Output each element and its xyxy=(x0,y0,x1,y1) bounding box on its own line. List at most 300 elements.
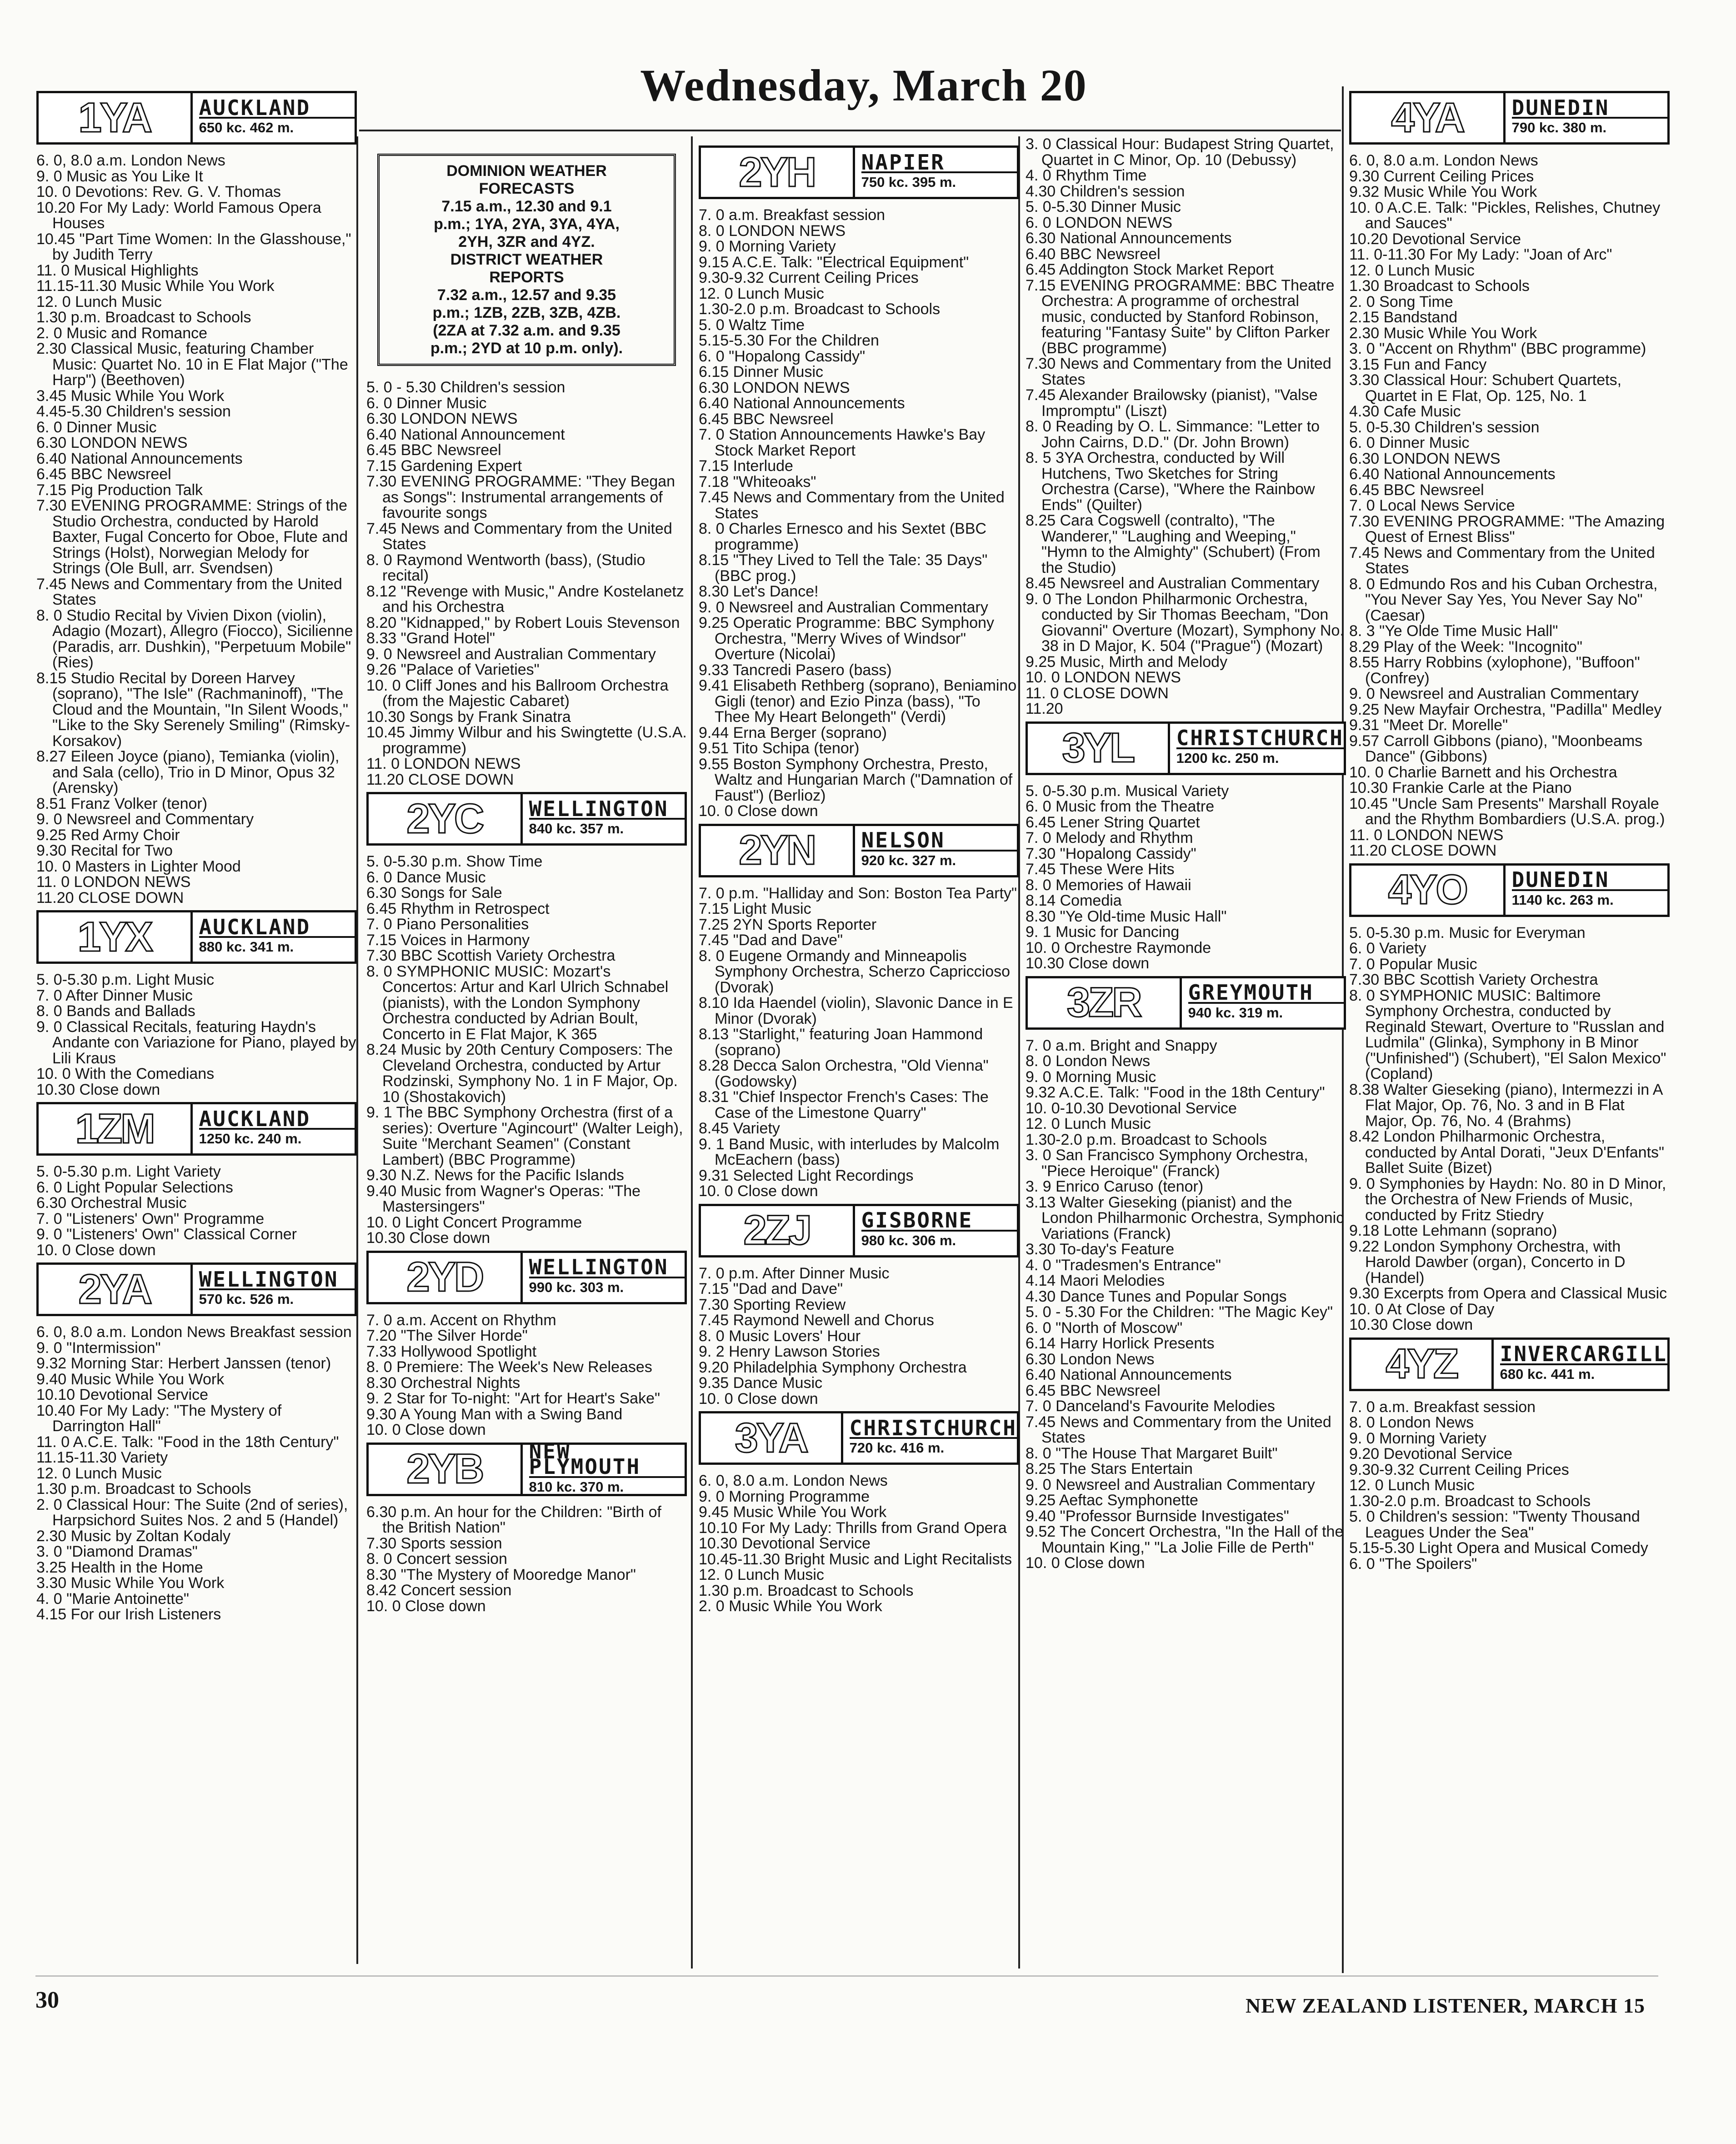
station-call-sign: 1ZM xyxy=(39,1104,193,1153)
programme-entry: 11.20 CLOSE DOWN xyxy=(366,771,514,788)
programme-entry: 3. 9 Enrico Caruso (tenor) xyxy=(1026,1178,1204,1195)
programme-entry: 6.45 BBC Newsreel xyxy=(1026,1382,1161,1399)
programme-entry: 8. 0 Bands and Ballads xyxy=(36,1002,195,1020)
programme-entry: 7.45 "Dad and Dave" xyxy=(699,932,843,949)
station-info xyxy=(855,148,1017,197)
station-logo-4yz xyxy=(1349,1337,1670,1391)
programme-entry: 7. 0 a.m. Accent on Rhythm xyxy=(366,1311,556,1329)
programme-entry: 4.30 Dance Tunes and Popular Songs xyxy=(1026,1287,1287,1305)
programme-entry: 10. 0 Close down xyxy=(366,1421,486,1438)
programme-entry: 8.27 Eileen Joyce (piano), Temianka (violin), and Sala (cello), Trio in D Minor, Opus 32 (Arensky) xyxy=(36,748,340,796)
programme-entry: 8.25 Cara Cogswell (contralto), "The Wanderer," "Laughing and Weeping," "Hymn to the Almighty" (Schubert) (From the Studio) xyxy=(1026,512,1321,576)
programme-list-4yo xyxy=(1349,925,1670,1333)
programme-entry: 4.15 For our Irish Listeners xyxy=(36,1606,221,1623)
programme-entry: 9. 2 Star for To-night: "Art for Heart's Sake" xyxy=(366,1390,660,1407)
programme-entry: 6. 0 Dinner Music xyxy=(1349,434,1470,451)
programme-entry: 3. 0 Classical Hour: Budapest String Quartet, Quartet in C Minor, Op. 10 (Debussy) xyxy=(1026,135,1334,169)
programme-entry: 9.30 Excerpts from Opera and Classical Music xyxy=(1349,1285,1667,1302)
programme-entry: 12. 0 Lunch Music xyxy=(1349,1477,1475,1494)
programme-entry: 8.12 "Revenge with Music," Andre Kostelanetz and his Orchestra xyxy=(366,582,684,616)
programme-entry: 11. 0 LONDON NEWS xyxy=(36,873,191,891)
programme-entry: 9. 0 Newsreel and Commentary xyxy=(36,811,254,828)
programme-entry: 10.20 Devotional Service xyxy=(1349,230,1521,248)
programme-entry: 7.45 These Were Hits xyxy=(1026,861,1175,878)
station-info xyxy=(193,1265,355,1314)
programme-entry: 6. 0, 8.0 a.m. London News xyxy=(36,152,225,169)
column-2 xyxy=(366,136,687,1614)
programme-entry: 6.40 BBC Newsreel xyxy=(1026,245,1161,263)
programme-entry: 8.20 "Kidnapped," by Robert Louis Stevenson xyxy=(366,614,680,631)
programme-entry: 9.52 The Concert Orchestra, "In the Hall of the Mountain King," "La Jolie Fille de Perth" xyxy=(1026,1523,1344,1556)
programme-entry: 8.15 Studio Recital by Doreen Harvey (soprano), "The Isle" (Rachmaninoff), "The Cloud and the Mountain, "In Silent Woods," "Like to the Sky Serenely Smiling" (Rimsky-Korsakov) xyxy=(36,669,350,750)
station-city: AUCKLAND xyxy=(199,919,355,938)
programme-entry: 6.45 BBC Newsreel xyxy=(699,410,834,428)
programme-entry: 8.31 "Chief Inspector French's Cases: The Case of the Limestone Quarry" xyxy=(699,1088,989,1122)
programme-entry: 6.30 LONDON NEWS xyxy=(366,410,518,427)
programme-entry: 12. 0 Lunch Music xyxy=(1349,261,1475,279)
programme-entry: 3.45 Music While You Work xyxy=(36,387,225,405)
programme-entry: 8. 0 Charles Ernesco and his Sextet (BBC programme) xyxy=(699,520,987,553)
station-frequency: 570 kc. 526 m. xyxy=(199,1291,294,1307)
programme-entry: 8.30 Orchestral Nights xyxy=(366,1374,520,1392)
programme-entry: 10. 0 Charlie Barnett and his Orchestra xyxy=(1349,763,1617,781)
programme-entry: 7. 0 Melody and Rhythm xyxy=(1026,829,1193,847)
programme-entry: 3.15 Fun and Fancy xyxy=(1349,356,1487,373)
station-info xyxy=(843,1413,1017,1463)
programme-entry: 6. 0 "North of Moscow" xyxy=(1026,1319,1183,1337)
programme-entry: 7.30 BBC Scottish Variety Orchestra xyxy=(1349,971,1598,988)
programme-entry: 8.28 Decca Salon Orchestra, "Old Vienna" (Godowsky) xyxy=(699,1057,989,1090)
programme-entry: 9. 0 Newsreel and Australian Commentary xyxy=(699,598,988,616)
programme-entry: 5. 0 - 5.30 Children's session xyxy=(366,379,565,396)
programme-entry: 9. 1 Band Music, with interludes by Malcolm McEachern (bass) xyxy=(699,1135,1000,1168)
station-frequency: 1200 kc. 250 m. xyxy=(1176,750,1279,766)
programme-entry: 6.45 Rhythm in Retrospect xyxy=(366,900,550,917)
programme-entry: 6.40 National Announcement xyxy=(366,426,565,443)
station-city: AUCKLAND xyxy=(199,100,355,119)
programme-entry: 8.30 "Ye Old-time Music Hall" xyxy=(1026,907,1227,925)
programme-list-1yx xyxy=(36,972,357,1097)
programme-entry: 6. 0 Light Popular Selections xyxy=(36,1178,233,1196)
weather-times: p.m.; 2YD at 10 p.m. only). xyxy=(430,340,623,357)
programme-entry: 11. 0 LONDON NEWS xyxy=(1349,826,1504,844)
programme-entry: 6. 0 Dinner Music xyxy=(366,394,487,412)
programme-entry: 10. 0 Orchestre Raymonde xyxy=(1026,939,1211,957)
programme-entry: 11. 0 LONDON NEWS xyxy=(366,755,521,772)
programme-entry: 11. 0 CLOSE DOWN xyxy=(1026,684,1169,702)
programme-entry: 7. 0 p.m. "Halliday and Son: Boston Tea Party" xyxy=(699,884,1017,902)
programme-entry: 7.45 Raymond Newell and Chorus xyxy=(699,1312,934,1329)
programme-entry: 6.45 Lener String Quartet xyxy=(1026,813,1200,831)
programme-entry: 8. 0 "The House That Margaret Built" xyxy=(1026,1444,1278,1462)
programme-entry: 6. 0, 8.0 a.m. London News Breakfast session xyxy=(36,1323,352,1341)
programme-entry: 2.15 Bandstand xyxy=(1349,309,1458,326)
programme-entry: 4. 0 Rhythm Time xyxy=(1026,167,1147,184)
programme-entry: 5. 0-5.30 p.m. Musical Variety xyxy=(1026,782,1229,800)
programme-entry: 10. 0-10.30 Devotional Service xyxy=(1026,1099,1237,1117)
programme-entry: 9.32 A.C.E. Talk: "Food in the 18th Century" xyxy=(1026,1084,1325,1101)
programme-entry: 6.30 LONDON NEWS xyxy=(699,379,850,396)
station-call-sign: 2YN xyxy=(701,826,855,875)
footer-rule xyxy=(35,1975,1658,1977)
programme-entry: 8. 5 3YA Orchestra, conducted by Will Hutchens, Two Sketches for String Orchestra (Carse), "Where the Rainbow Ends" (Quilter) xyxy=(1026,449,1315,514)
programme-entry: 7.45 News and Commentary from the United States xyxy=(36,575,342,608)
programme-entry: 7.20 "The Silver Horde" xyxy=(366,1327,528,1344)
weather-times: (2ZA at 7.32 a.m. and 9.35 xyxy=(433,322,620,339)
title-rule xyxy=(359,130,1341,131)
programme-entry: 10. 0 Close down xyxy=(1026,1554,1145,1572)
station-frequency: 680 kc. 441 m. xyxy=(1500,1366,1595,1382)
programme-entry: 8. 0 SYMPHONIC MUSIC: Baltimore Symphony Orchestra, conducted by Reginald Stewart, Overture to "Russlan and Ludmila" (Glinka), Symphony in B Minor ("Unfinished") (Schubert), "El Salon Mexico" (Copland) xyxy=(1349,987,1666,1082)
programme-entry: 9.32 Morning Star: Herbert Janssen (tenor) xyxy=(36,1355,331,1372)
programme-entry: 6.45 Addington Stock Market Report xyxy=(1026,261,1274,278)
station-logo-4ya xyxy=(1349,91,1670,145)
programme-entry: 8. 0 Reading by O. L. Simmance: "Letter to John Cairns, D.D." (Dr. John Brown) xyxy=(1026,418,1320,451)
programme-entry: 8.10 Ida Haendel (violin), Slavonic Dance in E Minor (Dvorak) xyxy=(699,994,1013,1027)
station-call-sign: 2YB xyxy=(369,1445,523,1494)
programme-entry: 9.40 Music from Wagner's Operas: "The Mastersingers" xyxy=(366,1182,641,1215)
programme-entry: 10. 0 Close down xyxy=(36,1241,156,1259)
programme-entry: 10. 0 With the Comedians xyxy=(36,1065,215,1082)
programme-entry: 5. 0-5.30 p.m. Music for Everyman xyxy=(1349,924,1586,942)
programme-entry: 10. 0 Devotions: Rev. G. V. Thomas xyxy=(36,183,281,200)
station-call-sign: 3YA xyxy=(701,1413,843,1463)
station-city: NAPIER xyxy=(861,155,1017,174)
programme-entry: 10.30 Close down xyxy=(36,1081,160,1098)
programme-entry: 10.20 For My Lady: World Famous Opera Houses xyxy=(36,199,321,232)
programme-entry: 6. 0, 8.0 a.m. London News xyxy=(1349,152,1538,169)
programme-entry: 9.15 A.C.E. Talk: "Electrical Equipment" xyxy=(699,253,969,271)
programme-list-4ya xyxy=(1349,153,1670,859)
programme-entry: 1.30-2.0 p.m. Broadcast to Schools xyxy=(699,301,941,318)
programme-entry: 6.40 National Announcements xyxy=(699,395,905,412)
programme-entry: 7.25 2YN Sports Reporter xyxy=(699,916,877,933)
programme-entry: 11. 0 Musical Highlights xyxy=(36,261,199,279)
station-logo-2yc xyxy=(366,792,687,846)
station-info xyxy=(1170,724,1344,773)
programme-entry: 9.30-9.32 Current Ceiling Prices xyxy=(699,269,919,286)
programme-entry: 12. 0 Lunch Music xyxy=(1026,1115,1151,1132)
station-logo-1zm xyxy=(36,1102,357,1156)
programme-entry: 6. 0 Variety xyxy=(1349,940,1426,957)
programme-entry: 7.30 EVENING PROGRAMME: "They Began as Songs": Instrumental arrangements of favourite songs xyxy=(366,473,675,521)
programme-entry: 9.22 London Symphony Orchestra, with Harold Dawber (organ), Concerto in D (Handel) xyxy=(1349,1237,1626,1287)
programme-entry: 9.30 Recital for Two xyxy=(36,842,173,859)
programme-entry: 5. 0-5.30 p.m. Light Variety xyxy=(36,1163,221,1180)
station-call-sign: 2YC xyxy=(369,794,523,843)
programme-entry: 2.30 Music While You Work xyxy=(1349,324,1537,342)
station-logo-3zr xyxy=(1026,976,1346,1030)
programme-entry: 7.18 "Whiteoaks" xyxy=(699,473,816,491)
programme-entry: 12. 0 Lunch Music xyxy=(699,1566,824,1583)
programme-entry: 8.15 "They Lived to Tell the Tale: 35 Days" (BBC prog.) xyxy=(699,551,988,585)
station-city: WELLINGTON xyxy=(529,801,685,820)
programme-entry: 6.30 Songs for Sale xyxy=(366,884,502,902)
station-city: DUNEDIN xyxy=(1512,872,1667,891)
programme-entry: 1.30-2.0 p.m. Broadcast to Schools xyxy=(1349,1492,1591,1510)
programme-entry: 7.15 Light Music xyxy=(699,900,811,917)
programme-entry: 8. 0 Premiere: The Week's New Releases xyxy=(366,1358,652,1376)
programme-entry: 8.38 Walter Gieseking (piano), Intermezzi in A Flat Major, Op. 76, No. 3 and in B Flat Major, Op. 76, No. 4 (Brahms) xyxy=(1349,1081,1662,1130)
station-logo-1yx xyxy=(36,910,357,964)
programme-entry: 6.45 BBC Newsreel xyxy=(1349,481,1484,499)
weather-times: 7.15 a.m., 12.30 and 9.1 xyxy=(441,198,612,215)
programme-entry: 9. 0 Music as You Like It xyxy=(36,167,203,185)
station-call-sign: 2YA xyxy=(39,1265,193,1314)
programme-entry: 6.45 BBC Newsreel xyxy=(366,441,501,459)
programme-entry: 6.30 Orchestral Music xyxy=(36,1194,187,1212)
programme-entry: 9.45 Music While You Work xyxy=(699,1503,887,1521)
programme-entry: 4. 0 "Tradesmen's Entrance" xyxy=(1026,1256,1221,1274)
programme-entry: 8. 0 Eugene Ormandy and Minneapolis Symphony Orchestra, Scherzo Capriccioso (Dvorak) xyxy=(699,947,1011,996)
station-city: CHRISTCHURCH xyxy=(849,1415,1017,1440)
programme-entry: 9. 0 Morning Music xyxy=(1026,1068,1156,1086)
programme-list-2ya-evening xyxy=(366,380,687,787)
programme-entry: 8.51 Franz Volker (tenor) xyxy=(36,795,208,812)
programme-entry: 7. 0 "Listeners' Own" Programme xyxy=(36,1210,265,1227)
programme-entry: 3.25 Health in the Home xyxy=(36,1558,203,1576)
programme-entry: 7.33 Hollywood Spotlight xyxy=(366,1343,537,1360)
programme-entry: 7. 0 Station Announcements Hawke's Bay Stock Market Report xyxy=(699,426,986,459)
programme-entry: 9.40 "Professor Burnside Investigates" xyxy=(1026,1507,1289,1525)
programme-entry: 8.33 "Grand Hotel" xyxy=(366,630,495,647)
programme-entry: 3. 0 "Accent on Rhythm" (BBC programme) xyxy=(1349,340,1646,357)
programme-entry: 8.55 Harry Robbins (xylophone), "Buffoon" (Confrey) xyxy=(1349,654,1640,687)
programme-entry: 5. 0-5.30 p.m. Light Music xyxy=(36,971,215,988)
programme-entry: 7. 0 Piano Personalities xyxy=(366,916,529,933)
station-call-sign: 2YH xyxy=(701,148,855,197)
programme-entry: 6.30 London News xyxy=(1026,1350,1155,1368)
programme-entry: 6. 0 "Hopalong Cassidy" xyxy=(699,347,865,365)
programme-entry: 6. 0 Dinner Music xyxy=(36,418,157,436)
programme-entry: 6. 0 Music from the Theatre xyxy=(1026,798,1215,815)
weather-times: p.m.; 1ZB, 2ZB, 3ZB, 4ZB. xyxy=(432,304,621,321)
programme-list-3zr xyxy=(1026,1038,1346,1571)
programme-entry: 6.30 LONDON NEWS xyxy=(36,434,188,451)
station-city: NEW PLYMOUTH xyxy=(529,1443,685,1478)
station-logo-2yd xyxy=(366,1251,687,1304)
station-info xyxy=(1494,1340,1667,1389)
programme-entry: 10.40 For My Lady: "The Mystery of Darrington Hall" xyxy=(36,1402,282,1435)
programme-entry: 5. 0 - 5.30 For the Children: "The Magic Key" xyxy=(1026,1303,1333,1321)
programme-entry: 10.30 Frankie Carle at the Piano xyxy=(1349,779,1572,796)
programme-entry: 3.13 Walter Gieseking (pianist) and the London Philharmonic Orchestra, Symphonic Variations (Franck) xyxy=(1026,1193,1344,1242)
programme-entry: 10.30 Close down xyxy=(1026,955,1150,972)
programme-entry: 11.15-11.30 Music While You Work xyxy=(36,277,275,295)
programme-entry: 7. 0 a.m. Bright and Snappy xyxy=(1026,1037,1217,1054)
programme-entry: 9. 0 Morning Variety xyxy=(699,238,836,255)
programme-entry: 10. 0 Cliff Jones and his Ballroom Orchestra (from the Majestic Cabaret) xyxy=(366,676,669,710)
programme-entry: 8. 0 London News xyxy=(1349,1414,1474,1431)
station-frequency: 790 kc. 380 m. xyxy=(1511,120,1607,135)
programme-entry: 10.45 "Part Time Women: In the Glasshouse," by Judith Terry xyxy=(36,230,351,263)
station-frequency: 990 kc. 303 m. xyxy=(529,1279,624,1295)
programme-entry: 7.45 News and Commentary from the United States xyxy=(699,489,1005,522)
programme-entry: 9. 0 The London Philharmonic Orchestra, conducted by Sir Thomas Beecham, "Don Giovanni" Overture (Mozart), Symphony No. 38 in D Major, K. 504 ("Prague") (Mozart) xyxy=(1026,590,1344,655)
programme-entry: 7. 0 a.m. Breakfast session xyxy=(1349,1398,1536,1416)
programme-entry: 9.25 Aeftac Symphonette xyxy=(1026,1492,1198,1509)
programme-entry: 7.15 EVENING PROGRAMME: BBC Theatre Orchestra: A programme of orchestral music, conducted by Stanford Robinson, featuring "Fantasy Suite" by Clifton Parker (BBC programme) xyxy=(1026,276,1335,357)
weather-heading: DISTRICT WEATHER xyxy=(450,251,603,268)
programme-entry: 7.15 "Dad and Dave" xyxy=(699,1280,843,1297)
programme-entry: 5. 0 Children's session: "Twenty Thousand Leagues Under the Sea" xyxy=(1349,1508,1640,1541)
weather-forecast-box xyxy=(377,154,676,366)
programme-entry: 9.41 Elisabeth Rethberg (soprano), Beniamino Gigli (tenor) and Ezio Pinza (bass), "To Thee My Heart Belongeth" (Verdi) xyxy=(699,677,1017,726)
station-city: WELLINGTON xyxy=(529,1259,685,1278)
programme-entry: 3. 0 "Diamond Dramas" xyxy=(36,1543,198,1560)
programme-entry: 9.25 Red Army Choir xyxy=(36,826,180,844)
station-call-sign: 4YA xyxy=(1351,93,1506,142)
programme-entry: 7. 0 Popular Music xyxy=(1349,955,1477,973)
programme-entry: 12. 0 Lunch Music xyxy=(36,1464,162,1482)
programme-entry: 5.15-5.30 For the Children xyxy=(699,332,879,349)
programme-entry: 6. 0, 8.0 a.m. London News xyxy=(699,1472,888,1489)
station-city: GISBORNE xyxy=(861,1212,1017,1232)
station-frequency: 650 kc. 462 m. xyxy=(199,120,294,135)
programme-entry: 1.30-2.0 p.m. Broadcast to Schools xyxy=(1026,1131,1267,1148)
station-info xyxy=(855,826,1017,875)
programme-entry: 10.45 Jimmy Wilbur and his Swingtette (U.S.A. programme) xyxy=(366,724,687,757)
programme-entry: 6.40 National Announcements xyxy=(1026,1366,1232,1383)
programme-entry: 8. 0 Memories of Hawaii xyxy=(1026,876,1191,894)
programme-entry: 7.45 News and Commentary from the United States xyxy=(1349,544,1655,577)
programme-entry: 10.30 Close down xyxy=(366,1229,490,1247)
programme-entry: 10.30 Close down xyxy=(1349,1316,1473,1333)
programme-entry: 7.30 News and Commentary from the United States xyxy=(1026,355,1331,388)
programme-entry: 1.30 p.m. Broadcast to Schools xyxy=(36,1480,251,1498)
station-logo-3yl xyxy=(1026,721,1346,775)
programme-entry: 9.25 New Mayfair Orchestra, "Padilla" Medley xyxy=(1349,701,1662,718)
station-city: CHRISTCHURCH xyxy=(1176,726,1344,750)
programme-entry: 10.30 Songs by Frank Sinatra xyxy=(366,708,571,726)
programme-entry: 7. 0 Danceland's Favourite Melodies xyxy=(1026,1398,1275,1415)
programme-list-2ya xyxy=(36,1324,357,1623)
programme-entry: 9. 0 "Listeners' Own" Classical Corner xyxy=(36,1226,297,1243)
programme-entry: 9. 0 Newsreel and Australian Commentary xyxy=(1026,1476,1315,1493)
station-frequency: 920 kc. 327 m. xyxy=(861,852,956,868)
station-logo-2yn xyxy=(699,824,1019,877)
programme-entry: 7.30 "Hopalong Cassidy" xyxy=(1026,845,1196,862)
programme-entry: 7.15 Interlude xyxy=(699,457,793,475)
station-info xyxy=(523,1253,685,1302)
programme-entry: 8. 0 London News xyxy=(1026,1052,1151,1070)
programme-entry: 2.30 Music by Zoltan Kodaly xyxy=(36,1527,231,1545)
programme-entry: 10.10 For My Lady: Thrills from Grand Opera xyxy=(699,1519,1007,1537)
station-call-sign: 3ZR xyxy=(1028,978,1182,1027)
station-call-sign: 3YL xyxy=(1028,724,1170,773)
station-logo-2zj xyxy=(699,1204,1019,1257)
programme-entry: 9.44 Erna Berger (soprano) xyxy=(699,724,887,741)
programme-entry: 8.30 Let's Dance! xyxy=(699,583,819,600)
column-3 xyxy=(699,141,1019,1614)
station-info xyxy=(1182,978,1344,1027)
programme-entry: 2. 0 Classical Hour: The Suite (2nd of series), Harpsichord Suites Nos. 2 and 5 (Handel) xyxy=(36,1496,348,1529)
programme-entry: 9.30 Current Ceiling Prices xyxy=(1349,167,1534,185)
station-city: WELLINGTON xyxy=(199,1272,355,1291)
programme-entry: 8.13 "Starlight," featuring Joan Hammond (soprano) xyxy=(699,1026,983,1059)
programme-entry: 9. 1 Music for Dancing xyxy=(1026,923,1180,941)
programme-entry: 5.15-5.30 Light Opera and Musical Comedy xyxy=(1349,1539,1648,1557)
station-call-sign: 1YA xyxy=(39,93,193,142)
programme-entry: 9.33 Tancredi Pasero (bass) xyxy=(699,661,892,679)
programme-entry: 11.20 xyxy=(1026,700,1063,717)
station-call-sign: 2YD xyxy=(369,1253,523,1302)
station-city: DUNEDIN xyxy=(1512,100,1667,119)
programme-entry: 6.15 Dinner Music xyxy=(699,363,824,381)
programme-entry: 7.30 Sporting Review xyxy=(699,1296,846,1313)
programme-entry: 5. 0-5.30 p.m. Show Time xyxy=(366,853,543,870)
programme-entry: 2.30 Classical Music, featuring Chamber Music: Quartet No. 10 in E Flat Major ("The Harp") (Beethoven) xyxy=(36,340,348,389)
programme-entry: 9. 0 Morning Variety xyxy=(1349,1429,1486,1447)
programme-entry: 7.15 Voices in Harmony xyxy=(366,931,530,949)
programme-entry: 9.30 A Young Man with a Swing Band xyxy=(366,1405,623,1423)
programme-entry: 1.30 p.m. Broadcast to Schools xyxy=(699,1582,914,1599)
station-logo-3ya xyxy=(699,1411,1019,1465)
programme-entry: 9.32 Music While You Work xyxy=(1349,183,1537,200)
station-logo-1ya xyxy=(36,91,357,145)
programme-list-4yz xyxy=(1349,1399,1670,1572)
programme-entry: 10. 0 Close down xyxy=(699,1390,818,1408)
programme-entry: 8. 0 Raymond Wentworth (bass), (Studio recital) xyxy=(366,551,645,584)
programme-list-2yd xyxy=(366,1312,687,1438)
programme-entry: 8. 0 Concert session xyxy=(366,1550,507,1568)
programme-entry: 10.30 Devotional Service xyxy=(699,1535,871,1552)
programme-entry: 6.14 Harry Horlick Presents xyxy=(1026,1335,1215,1352)
programme-entry: 10. 0 LONDON NEWS xyxy=(1026,669,1181,686)
station-info xyxy=(193,1104,355,1153)
programme-entry: 9.55 Boston Symphony Orchestra, Presto, Waltz and Hungarian March ("Damnation of Faust") (Berlioz) xyxy=(699,755,1013,804)
programme-list-3ya-afternoon xyxy=(1026,136,1346,717)
station-frequency: 940 kc. 319 m. xyxy=(1188,1004,1283,1021)
programme-entry: 7.30 EVENING PROGRAMME: Strings of the Studio Orchestra, conducted by Harold Baxter, Fugal Concerto for Oboe, Flute and Strings (Holst), Norwegian Melody for Strings (Ole Bull, arr. Svendsen) xyxy=(36,497,348,577)
programme-list-2yb xyxy=(366,1504,687,1614)
programme-entry: 10. 0 Close down xyxy=(699,1182,818,1200)
programme-entry: 8.45 Variety xyxy=(699,1120,780,1137)
programme-entry: 2. 0 Music While You Work xyxy=(699,1598,882,1615)
station-call-sign: 4YZ xyxy=(1351,1340,1494,1389)
weather-heading: REPORTS xyxy=(489,269,564,286)
programme-entry: 8.42 Concert session xyxy=(366,1582,512,1599)
programme-entry: 2. 0 Song Time xyxy=(1349,293,1453,311)
programme-entry: 3.30 Music While You Work xyxy=(36,1574,225,1592)
station-logo-2ya xyxy=(36,1262,357,1316)
programme-entry: 9.57 Carroll Gibbons (piano), "Moonbeams Dance" (Gibbons) xyxy=(1349,732,1643,765)
programme-entry: 5. 0-5.30 Children's session xyxy=(1349,418,1540,436)
programme-entry: 8.14 Comedia xyxy=(1026,892,1122,909)
programme-list-2yn xyxy=(699,886,1019,1199)
column-4 xyxy=(1026,136,1346,1571)
programme-entry: 7. 0 p.m. After Dinner Music xyxy=(699,1264,890,1282)
station-info xyxy=(855,1206,1017,1255)
weather-heading: FORECASTS xyxy=(479,180,575,197)
station-logo-2yb xyxy=(366,1438,687,1496)
programme-list-2yh xyxy=(699,207,1019,819)
programme-entry: 6. 0 LONDON NEWS xyxy=(1026,214,1173,231)
programme-entry: 9. 0 Morning Programme xyxy=(699,1488,870,1505)
station-frequency: 980 kc. 306 m. xyxy=(861,1232,956,1248)
weather-heading: DOMINION WEATHER xyxy=(446,162,607,180)
programme-entry: 8.42 London Philharmonic Orchestra, conducted by Antal Dorati, "Jeux D'Enfants" Ballet Suite (Bizet) xyxy=(1349,1128,1665,1177)
programme-entry: 5. 0-5.30 Dinner Music xyxy=(1026,198,1181,215)
programme-entry: 4.30 Children's session xyxy=(1026,182,1185,200)
station-info xyxy=(523,1438,685,1495)
programme-entry: 10. 0 Masters in Lighter Mood xyxy=(36,857,241,875)
page-number: 30 xyxy=(35,1987,59,2013)
station-frequency: 750 kc. 395 m. xyxy=(861,174,956,190)
programme-entry: 4. 0 "Marie Antoinette" xyxy=(36,1590,189,1608)
programme-entry: 7.30 Sports session xyxy=(366,1534,502,1552)
programme-entry: 9. 0 Newsreel and Australian Commentary xyxy=(366,645,656,663)
